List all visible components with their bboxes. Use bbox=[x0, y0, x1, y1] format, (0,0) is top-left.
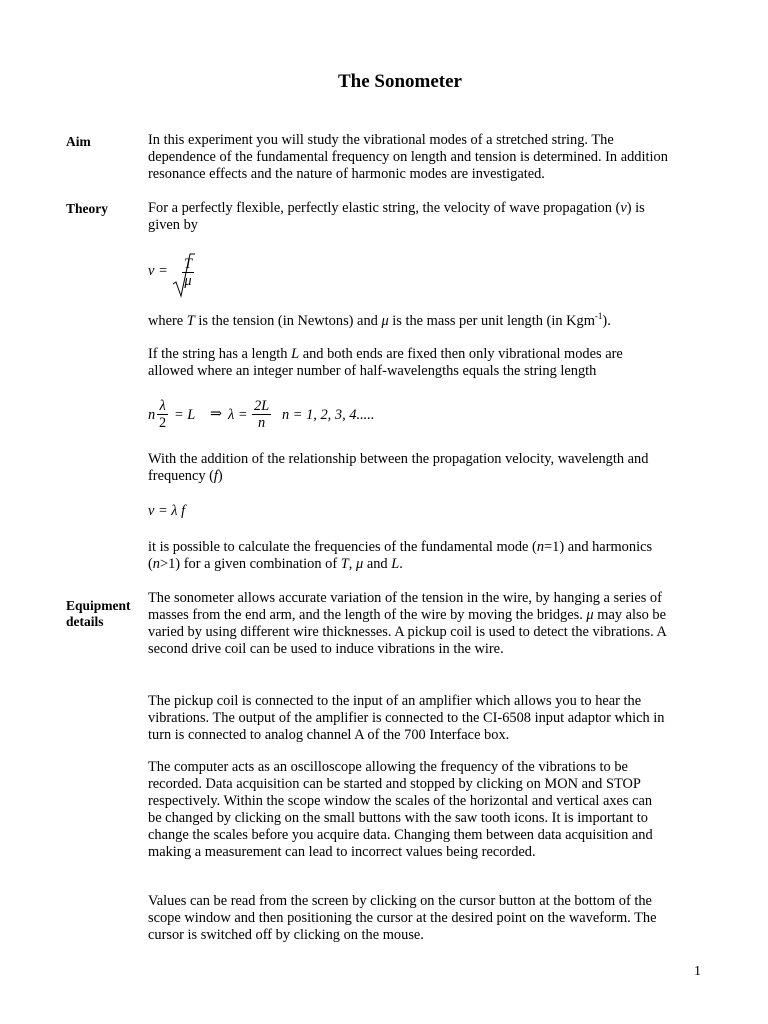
equipment-paragraph-1: The sonometer allows accurate variation of the tension in the wire, by hanging a series of masses from the end arm, and the length of the wire by moving the bridges. μ may also be varied by using different wire thicknesses. A pickup coil is used to detect the vibrations. A second drive coil can be used to induce vibrations in the wire. bbox=[148, 590, 667, 658]
equipment-paragraph-4: Values can be read from the screen by clicking on the cursor button at the bottom of the scope window and then positioning the cursor at the desired point on the waveform. The cursor is switched off by clicking on the mouse. bbox=[148, 893, 657, 944]
wavelength-equation: n $\frac{\lambda}{2}$ = L ⇒ λ = $\frac{2L}{n}$ n = 1, 2, 3, 4..... bbox=[148, 398, 375, 431]
frequency-calculation-text: it is possible to calculate the frequencies of the fundamental mode (n=1) and harmonics (n>1) for a given combination of T, μ and L. bbox=[148, 539, 653, 573]
length-text: If the string has a length L and both ends are fixed then only vibrational modes are allowed where an integer number of half-wavelengths equals the string length bbox=[148, 346, 623, 380]
theory-label: Theory bbox=[66, 201, 108, 216]
theory-intro: For a perfectly flexible, perfectly elastic string, the velocity of wave propagation (v) is given by bbox=[148, 200, 645, 234]
sqrt-fraction: $\frac{T}{\mu}$ bbox=[184, 256, 193, 289]
two-l-over-n-fraction: $\frac{2L}{n}$ bbox=[254, 398, 270, 431]
lambda-half-fraction: $\frac{\lambda}{2}$ bbox=[159, 398, 167, 431]
relation-text: With the addition of the relationship between the propagation velocity, wavelength and frequency (f) bbox=[148, 451, 649, 485]
aim-label: Aim bbox=[66, 134, 91, 149]
equipment-label: Equipment details bbox=[66, 598, 131, 629]
wave-speed-equation: v = λ f bbox=[148, 503, 186, 519]
equipment-paragraph-2: The pickup coil is connected to the input of an amplifier which allows you to hear the vibrations. The output of the amplifier is connected to the CI-6508 input adaptor which in turn is connected to analog channel A of the 700 Interface box. bbox=[148, 693, 665, 744]
document-page: The Sonometer Aim In this experiment you will study the vibrational modes of a stretched string. The dependence of the fundamental frequency on length and tension is determined. In addition resonance effects and the nature of harmonic modes are investigated. Theory For a perfectly flexible, perfectly elastic string, the velocity of wave propagation (v) is given by v = $\frac{T}{\mu}$ where T is the tension (in Newtons) and μ is the mass per unit length (in Kgm$^{-1}$). If the string has a length L and both ends are fixed then only vibrational modes are allowed where an integer number of half-wavelengths equals the string length n $\frac{\lambda}{2}$ = L ⇒ λ = $\frac{2L}{n}$ n = 1, 2, 3, 4..... With the addition of the relationship between the propagation velocity, wavelength and frequency (f) v = λ f it is possible to calculate the frequencies of the fundamental mode (n=1) and harmonics (n>1) for a given combination of T, μ and L. Equipment details The sonometer allows accurate variation of the tension in the wire, by hanging a series of masses from the end arm, and the length of the wire by moving the bridges. μ may also be varied by using different wire thicknesses. A pickup coil is used to detect the vibrations. A second drive coil can be used to induce vibrations in the wire. The pickup coil is connected to the input of an amplifier which allows you to hear the vibrations. The output of the amplifier is connected to the CI-6508 input adaptor which in turn is connected to analog channel A of the 700 Interface box. The computer acts as an oscilloscope allowing the frequency of the vibrations to be recorded. Data acquisition can be started and stopped by clicking on MON and STOP respectively. Within the scope window the scales of the horizontal and vertical axes can be changed by clicking on the small buttons with the saw tooth icons. It is important to change the scales before you acquire data. Changing them between data acquisition and making a measurement can lead to incorrect values being recorded. Values can be read from the screen by clicking on the cursor button at the bottom of the scope window and then positioning the cursor at the desired point on the waveform. The cursor is switched off by clicking on the mouse. 1 bbox=[0, 0, 768, 1024]
page-title: The Sonometer bbox=[337, 71, 462, 92]
page-number: 1 bbox=[694, 964, 701, 979]
tension-definition: where T is the tension (in Newtons) and μ is the mass per unit length (in Kgm$^{-1}$). bbox=[148, 311, 611, 329]
aim-text: In this experiment you will study the vibrational modes of a stretched string. The dependence of the fundamental frequency on length and tension is determined. In addition resonance effects and the nature of harmonic modes are investigated. bbox=[148, 132, 668, 183]
equipment-paragraph-3: The computer acts as an oscilloscope allowing the frequency of the vibrations to be recorded. Data acquisition can be started and stopped by clicking on MON and STOP respectively. Within the scope window the scales of the horizontal and vertical axes can be changed by clicking on the small buttons with the saw tooth icons. It is important to change the scales before you acquire data. Changing them between data acquisition and making a measurement can lead to incorrect values being recorded. bbox=[148, 759, 653, 861]
